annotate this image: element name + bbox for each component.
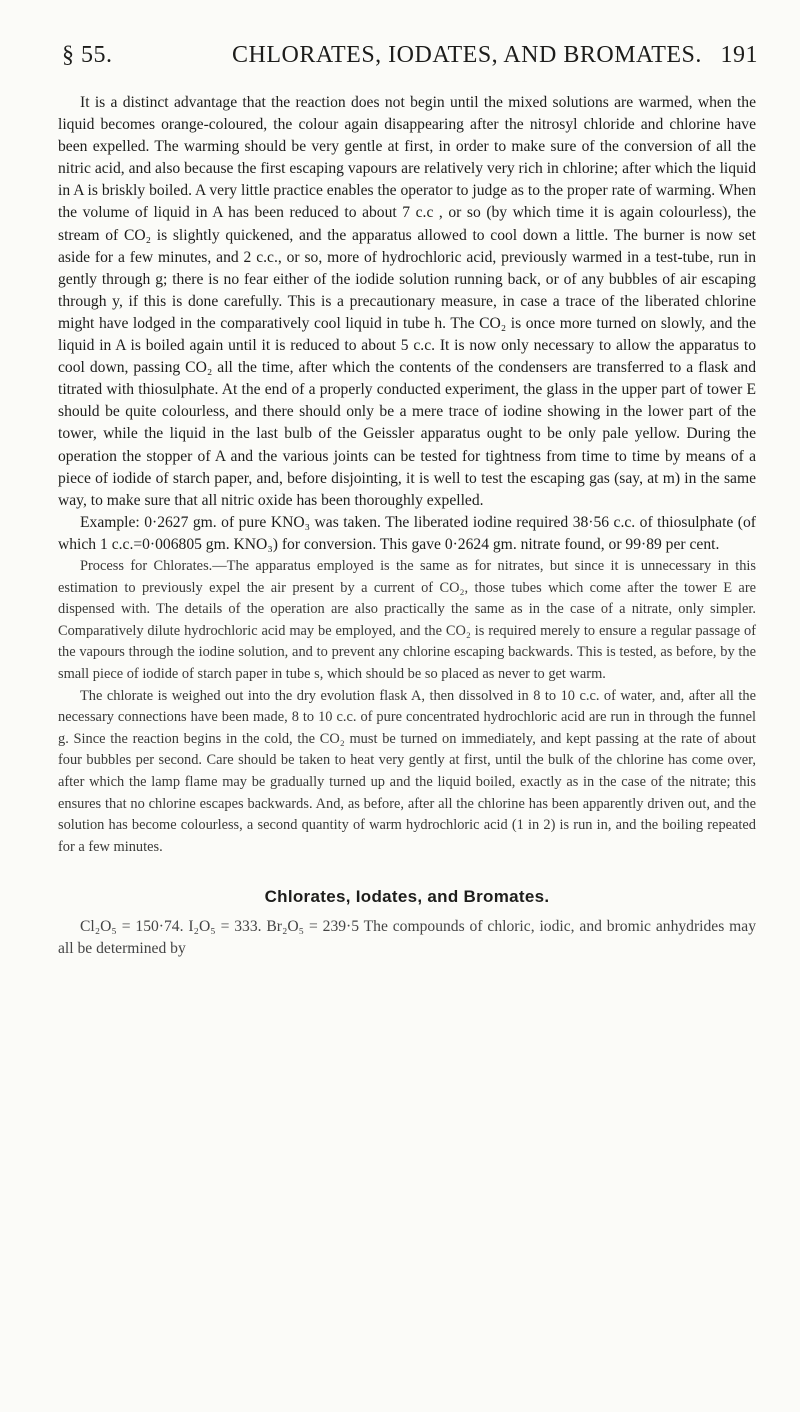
page-body xyxy=(58,92,756,961)
page-number: 191 xyxy=(720,42,758,68)
paragraph-example: Example: 0·2627 gm. of pure KNO₃ was taken. The liberated iodine required 38·56 c.c. of thiosulphate (of which 1 c.c.=0·006805 gm. KNO₃) for conversion. This gave 0·2624 gm. nitrate found, or 99·89 per cent. xyxy=(58,513,756,553)
running-title: CHLORATES, IODATES, AND BROMATES. xyxy=(232,42,702,68)
section-heading: Chlorates, Iodates, and Bromates. xyxy=(264,887,550,907)
paragraph-anhydrides: Cl₂O₅ = 150·74. I₂O₅ = 333. Br₂O₅ = 239·5 The compounds of chloric, iodic, and bromic anhydrides may all be determined by xyxy=(58,918,756,958)
paragraph-nitrate-procedure: It is a distinct advantage that the reaction does not begin until the mixed solutions are warmed, when the liquid becomes orange-coloured, the colour again disappearing after the nitrosyl chloride and chlorine have been expelled. The warming should be very gentle at first, in order to make sure of the conversion of all the nitric acid, and also because the first escaping vapours are relatively very rich in chlorine; after which the liquid in A is briskly boiled. A very little practice enables the operator to judge as to the proper rate of warming. When the volume of liquid in A has been reduced to about 7 c.c , or so (by which time it is again colourless), the stream of CO₂ is slightly quickened, and the apparatus allowed to cool down a little. The burner is now set aside for a few minutes, and 2 c.c., or so, more of hydrochloric acid, previously warmed in a test-tube, run in gently through g; there is no fear either of the iodide solution running back, or of any bubbles of air escaping through y, if this is done carefully. This is a precautionary measure, in case a trace of the liberated chlorine might have lodged in the comparatively cool liquid in tube h. The CO₂ is once more turned on slowly, and the liquid in A is boiled again until it is reduced to about 5 c.c. It is now only necessary to allow the apparatus to cool down, passing CO₂ all the time, after which the contents of the condensers are transferred to a flask and titrated with thiosulphate. At the end of a properly conducted experiment, the glass in the upper part of tower E should be quite colourless, and there should only be a mere trace of iodine showing in the lower part of the tower, while the liquid in the last bulb of the Geissler apparatus ought to be only pale yellow. During the operation the stopper of A and the various joints can be tested for tightness from time to time by means of a piece of iodide of starch paper, and, before disjointing, it is well to test the escaping gas (say, at m) in the same way, to make sure that all nitric oxide has been thoroughly expelled. xyxy=(58,94,756,509)
paragraph-chlorate-process: Process for Chlorates.—The apparatus employed is the same as for nitrates, but since it is unnecessary in this estimation to previously expel the air present by a current of CO₂, those tubes which come after the tower E are dispensed with. The details of the operation are also practically the same as in the case of a nitrate, only simpler. Comparatively dilute hydrochloric acid may be employed, and the CO₂ is required merely to ensure a regular passage of the vapours through the iodine solution, and to prevent any chlorine escaping backwards. This is tested, as before, by the small piece of iodide of starch paper in tube s, which should be so placed as never to get warm. xyxy=(58,557,756,682)
page-header xyxy=(62,38,758,72)
paragraph-chlorate-details: The chlorate is weighed out into the dry evolution flask A, then dissolved in 8 to 10 c.c. of water, and, after all the necessary connections have been made, 8 to 10 c.c. of pure concentrated hydrochloric acid are run in through the funnel g. Since the reaction begins in the cold, the CO₂ must be turned on immediately, and kept passing at the rate of about four bubbles per second. Care should be taken to heat very gently at first, until the bulk of the chlorine has come over, after which the lamp flame may be gradually turned up and the liquid boiled, exactly as in the case of the nitrate; this ensures that no chlorine escapes backwards. And, as before, after all the chlorine has been apparently driven out, and the solution has become colourless, a second quantity of warm hydrochloric acid (1 in 2) is run in, and the boiling repeated for a few minutes. xyxy=(58,687,756,855)
section-number: § 55. xyxy=(62,42,113,68)
